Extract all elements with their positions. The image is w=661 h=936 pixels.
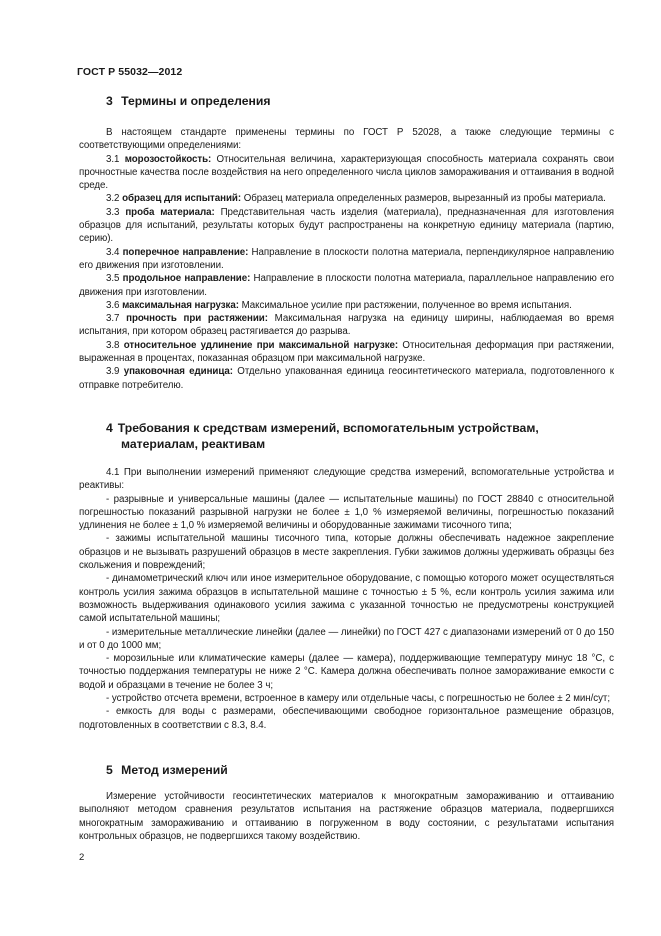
term: максимальная нагрузка: <box>122 299 239 311</box>
section-3-intro: В настоящем стандарте применены термины по ГОСТ Р 52028, а также следующие термины с соответствующими определениями: <box>79 127 614 152</box>
term: относительное удлинение при максимальной нагрузке: <box>123 339 399 351</box>
list-item: - устройство отсчета времени, встроенное в камеру или отдельные часы, с погрешностью не более ± 2 мин/сут; <box>106 693 610 705</box>
term: упаковочная единица: <box>123 366 233 378</box>
definition: Образец материала определенных размеров, вырезанный из пробы материала. <box>241 193 606 205</box>
list-item: - емкость для воды с размерами, обеспечивающими свободное горизонтальное размещение образцов, подготовленных в соответствии с 8.3, 8.4. <box>79 706 614 731</box>
section-number: 4 <box>106 421 113 435</box>
paragraph: 4.1 При выполнении измерений применяют следующие средства измерений, вспомогательные устройства и реактивы: <box>79 467 614 492</box>
definition: Направление в плоскости полотна материала, перпендикулярное направлению его движения при изготовлении. <box>79 246 614 271</box>
list-item: - зажимы испытательной машины тисочного типа, которые должны обеспечивать надежное закрепление образцов и не вызывать разрушений образцов в месте закрепления. Губки зажимов должны удерживать образцы без скольжения и повреждений; <box>79 533 614 572</box>
list-item: - измерительные металлические линейки (далее — линейки) по ГОСТ 427 с диапазонами измерений от 0 до 150 и от 0 до 1000 мм; <box>79 626 614 651</box>
term: образец для испытаний: <box>122 193 242 205</box>
definition: Направление в плоскости полотна материала, параллельное направлению его движения при изготовлении. <box>79 273 614 298</box>
section-3-title <box>106 93 606 109</box>
standard-header: ГОСТ Р 55032—2012 <box>77 66 183 78</box>
section-4-title <box>106 420 606 452</box>
definition: Относительная величина, характеризующая способность материала сохранять свои прочностные качества после воздействия на него определенного числа циклов замораживания и оттаивания в водной среде. <box>79 153 614 192</box>
definition-item: 3.9 упаковочная единица: Отдельно упакованная единица геосинтетического материала, подготовленного к отправке потребителю. <box>79 366 614 391</box>
definition-item: 3.7 прочность при растяжении: Максимальная нагрузка на единицу ширины, наблюдаемая во время испытания, при котором образец растягивается до разрыва. <box>79 313 615 338</box>
term: морозостойкость: <box>124 153 212 165</box>
section-3-body <box>79 126 614 392</box>
definition: Представительная часть изделия (материала), предназначенная для изготовления образцов для испытаний, результаты которых будут распространены на конкретную единицу материала (партию, серию). <box>79 206 614 245</box>
definition-item: 3.1 морозостойкость: Относительная величина, характеризующая способность материала сохранять свои прочностные качества после воздействия на него определенного числа циклов замораживания и оттаивания в водной среде. <box>79 153 614 192</box>
definition: Относительная деформация при растяжении, выраженная в процентах, показанная образцом при максимальной нагрузке. <box>79 339 614 365</box>
term: прочность при растяжении: <box>126 313 268 325</box>
term: продольное направление: <box>122 273 251 285</box>
paragraph: Измерение устойчивости геосинтетических материалов к многократным замораживанию и оттаиванию выполняют методом сравнения результатов испытания на растяжение образцов материала, подвергшихся многократным замораживанию и оттаиванию в погруженном в воду состоянии, с результатами испытания контрольных образцов, не подвергшихся такому воздействию. <box>79 791 614 842</box>
section-title-line-2: материалам, реактивам <box>121 437 266 451</box>
definition-item: 3.2 образец для испытаний: Образец материала определенных размеров, вырезанный из пробы материала. <box>106 193 606 205</box>
page-number: 2 <box>79 852 85 863</box>
section-title-text: Термины и определения <box>121 94 271 108</box>
definition-item: 3.6 максимальная нагрузка: Максимальное усилие при растяжении, полученное во время испытания. <box>106 299 572 311</box>
list-item: - разрывные и универсальные машины (далее — испытательные машины) по ГОСТ 28840 с относительной погрешностью показаний разрывной нагрузки не более ± 1,0 % измеряемой величины, погрешностью показаний удлинения не более ± 1,0 % измеряемой величины и оборудованные зажимами тисочного типа; <box>79 493 614 532</box>
definition: Отдельно упакованная единица геосинтетического материала, подготовленного к отправке потребителю. <box>79 366 614 391</box>
term: проба материала: <box>125 206 215 218</box>
section-title-text: Метод измерений <box>121 763 228 777</box>
section-number: 5 <box>106 763 113 777</box>
section-number: 3 <box>106 94 113 108</box>
list-item: - морозильные или климатические камеры (далее — камера), поддерживающие температуру минус 18 °С, с точностью поддержания температуры не ниже 2 °С. Камера должна обеспечивать полное замораживание емкости с водой и образцами в течение не более 3 ч; <box>79 653 614 691</box>
section-title-line-1: Требования к средствам измерений, вспомогательным устройствам, <box>117 421 539 435</box>
section-4-body <box>79 466 614 732</box>
list-item: - динамометрический ключ или иное измерительное оборудование, с помощью которого может осуществляться контроль усилия зажима образцов в испытательной машине с точностью ± 5 %, если контроль усилия зажима или возможность выдерживания одинакового усилия зажима с указанной точностью не предусмотрены конструкцией самой испытательной машины; <box>79 573 614 625</box>
definition: Максимальная нагрузка на единицу ширины, наблюдаемая во время испытания, при котором образец растягивается до разрыва. <box>79 313 615 338</box>
section-5-body <box>79 790 614 843</box>
definition-item: 3.8 относительное удлинение при максимальной нагрузке: Относительная деформация при растяжении, выраженная в процентах, показанная образцом при максимальной нагрузке. <box>79 339 614 365</box>
definition: Максимальное усилие при растяжении, полученное во время испытания. <box>238 299 572 311</box>
definition-item: 3.5 продольное направление: Направление в плоскости полотна материала, параллельное направлению его движения при изготовлении. <box>79 273 614 298</box>
term: поперечное направление: <box>122 246 249 258</box>
definition-item: 3.3 проба материала: Представительная часть изделия (материала), предназначенная для изготовления образцов для испытаний, результаты которых будут распространены на конкретную единицу материала (партию, серию). <box>79 206 614 245</box>
definition-item: 3.4 поперечное направление: Направление в плоскости полотна материала, перпендикулярное направлению его движения при изготовлении. <box>79 246 614 271</box>
section-5-title <box>106 762 606 778</box>
